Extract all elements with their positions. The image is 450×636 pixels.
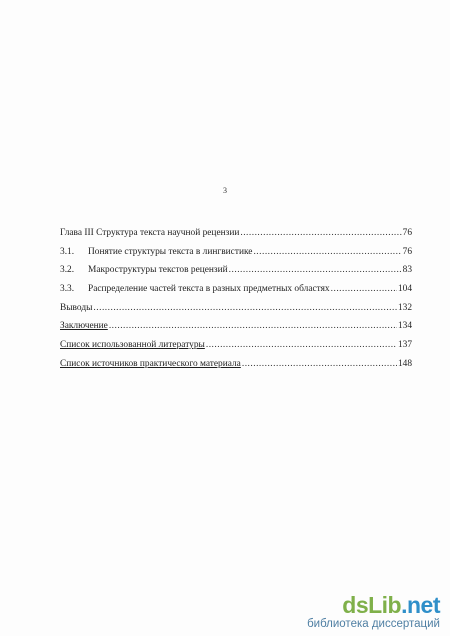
toc-entry (60, 243, 412, 262)
toc-entry-title: Заключение (60, 321, 108, 332)
toc-entry (60, 299, 412, 318)
toc-leader-dots (93, 299, 397, 318)
toc-entry-number: 3.3. (60, 284, 75, 295)
dslib-logo-part2: .net (401, 592, 440, 618)
toc-entry-title: Распределение частей текста в разных предметных областях (88, 284, 330, 295)
toc-entry-title: Понятие структуры текста в лингвистике (88, 246, 253, 257)
toc-leader-dots (109, 317, 397, 336)
toc-entry (60, 355, 412, 374)
toc-entry-page: 148 (397, 358, 412, 369)
toc-entry-page: 76 (402, 228, 412, 238)
dslib-logo (307, 593, 440, 617)
toc-entry-page: 76 (402, 246, 412, 257)
toc-entry-page: 132 (397, 302, 412, 313)
toc-leader-dots (331, 280, 397, 299)
toc-leader-dots (206, 336, 397, 355)
toc-leader-dots (253, 243, 401, 262)
toc-entry-title: Список использованной литературы (60, 340, 205, 351)
toc-leader-dots (240, 224, 401, 243)
toc-entry (60, 280, 412, 299)
dslib-logo-part1: dsLib (342, 592, 402, 618)
toc-entry-page: 134 (397, 321, 412, 332)
toc-entry-number: 3.2. (60, 265, 75, 276)
toc-entry-number: 3.1. (60, 246, 75, 257)
toc-entry-page: 104 (397, 284, 412, 295)
toc-entry-page: 83 (402, 265, 412, 276)
dslib-tagline: библиотека диссертаций (307, 618, 440, 630)
dslib-watermark[interactable] (307, 593, 440, 630)
toc-entry-title: Глава III Структура текста научной рецензии (60, 228, 240, 238)
toc-entry-title: Список источников практического материала (60, 358, 241, 369)
toc-leader-dots (242, 355, 397, 374)
toc-leader-dots (229, 261, 402, 280)
toc-entry-title: Макроструктуры текстов рецензий (88, 265, 228, 276)
toc-entry (60, 261, 412, 280)
page-number: 3 (223, 186, 227, 195)
toc-entry (60, 317, 412, 336)
toc-entry (60, 224, 412, 243)
toc-entry-page: 137 (397, 340, 412, 351)
toc-entry (60, 336, 412, 355)
table-of-contents (60, 224, 412, 374)
toc-entry-title: Выводы (60, 302, 93, 313)
